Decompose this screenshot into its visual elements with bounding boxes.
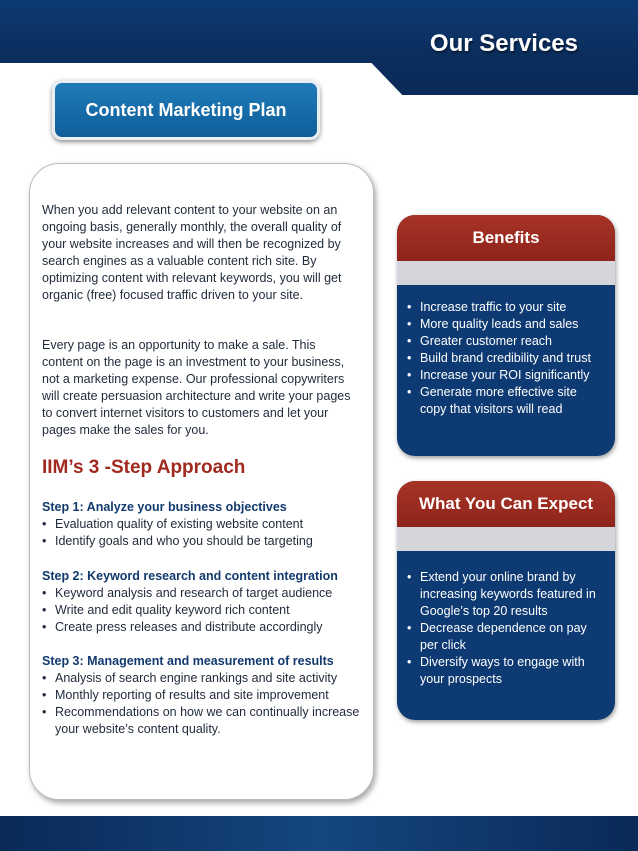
content-marketing-plan-button: Content Marketing Plan: [52, 80, 320, 140]
panel-divider: [397, 527, 615, 551]
panel-divider: [397, 261, 615, 285]
step-1-block: [42, 499, 362, 550]
expect-heading: What You Can Expect: [397, 481, 615, 527]
benefits-list: [397, 285, 615, 430]
list-item: • Create press releases and distribute accordingly: [42, 620, 323, 634]
step-2-block: [42, 568, 362, 636]
list-item: • Build brand credibility and trust: [407, 351, 591, 365]
list-item: • Decrease dependence on pay per click: [407, 621, 587, 652]
step-title: Step 3: Management and measurement of results: [42, 654, 334, 668]
list-item: • Extend your online brand by increasing keywords featured in Google’s top 20 results: [407, 570, 596, 618]
list-item: • Recommendations on how we can continually increase your website’s content quality.: [42, 705, 360, 736]
list-item: • Generate more effective site copy that visitors will read: [407, 385, 577, 416]
list-item: • Diversify ways to engage with your prospects: [407, 655, 585, 686]
list-item: • Keyword analysis and research of target audience: [42, 586, 333, 600]
list-item: • Monthly reporting of results and site improvement: [42, 688, 329, 702]
what-you-can-expect-panel: [397, 481, 615, 720]
benefits-heading: Benefits: [397, 215, 615, 261]
step-3-block: [42, 653, 362, 738]
step-title: Step 2: Keyword research and content integration: [42, 569, 338, 583]
intro-paragraph: When you add relevant content to your website on an ongoing basis, generally monthly, the overall quality of your website increases and will then be recognized by search engines as a valuable content rich site. By optimizing content with relevant keywords, you will get organic (free) focused traffic driven to your site.: [42, 203, 342, 302]
sales-paragraph: Every page is an opportunity to make a sale. This content on the page is an investment to your business, not a marketing expense. Our professional copywriters will create persuasion architecture and write your pages to convert internet visitors to customers and let your pages make the sales for you.: [42, 338, 351, 437]
step-title: Step 1: Analyze your business objectives: [42, 500, 287, 514]
list-item: • Evaluation quality of existing website content: [42, 517, 304, 531]
list-item: • Increase traffic to your site: [407, 300, 567, 314]
expect-list: [397, 551, 615, 700]
benefits-panel: [397, 215, 615, 456]
list-item: • Increase your ROI significantly: [407, 368, 590, 382]
list-item: • Analysis of search engine rankings and site activity: [42, 671, 338, 685]
approach-heading: IIM’s 3 -Step Approach: [42, 457, 246, 478]
list-item: • More quality leads and sales: [407, 317, 579, 331]
list-item: • Identify goals and who you should be targeting: [42, 534, 313, 548]
page-title: Our Services: [429, 30, 578, 57]
footer-bar: [0, 816, 638, 851]
list-item: • Write and edit quality keyword rich content: [42, 603, 290, 617]
list-item: • Greater customer reach: [407, 334, 552, 348]
